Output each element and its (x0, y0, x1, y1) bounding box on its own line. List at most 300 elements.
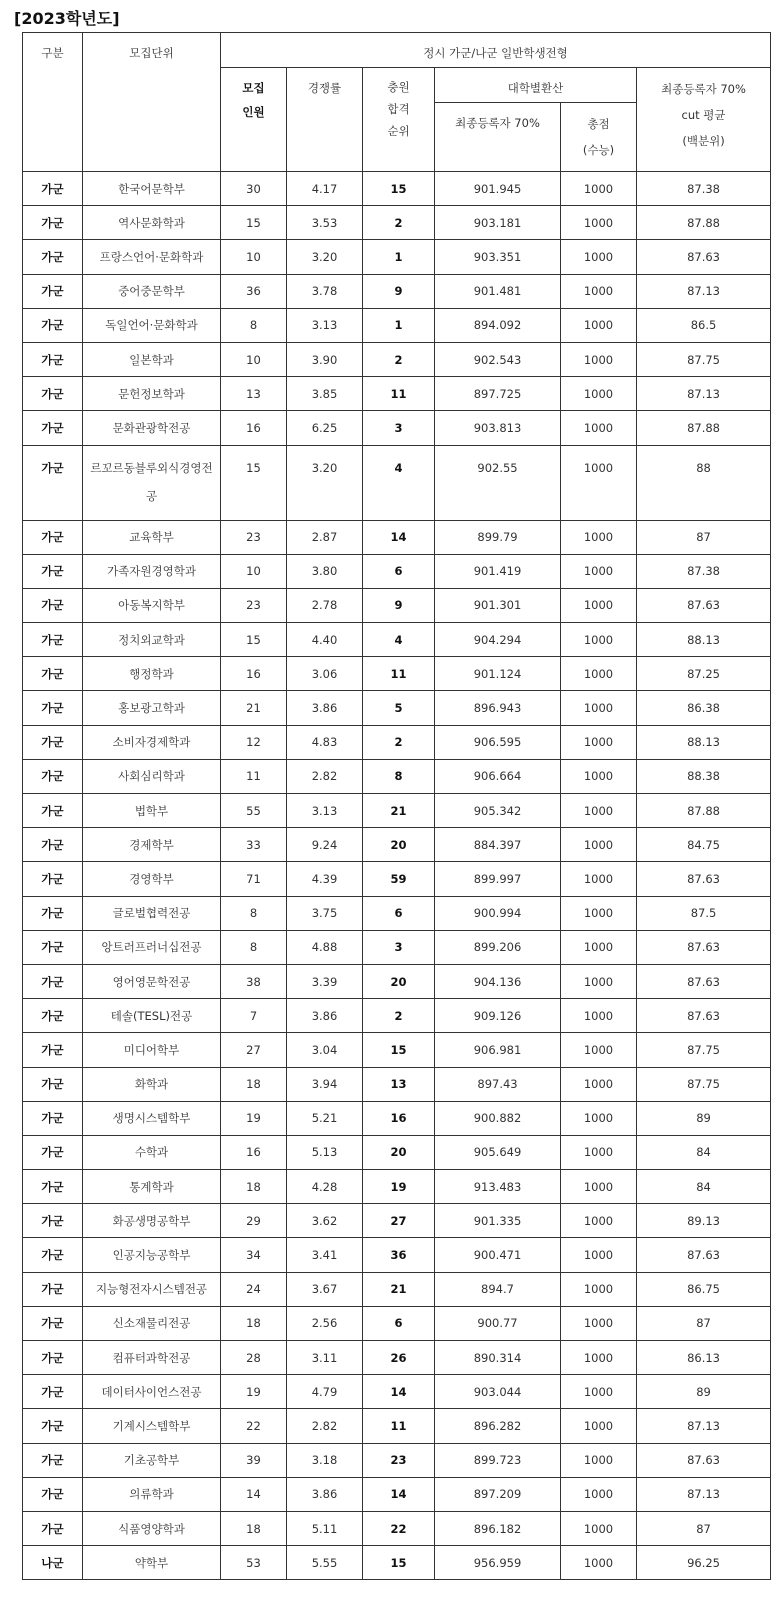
cell-cut: 87 (637, 1511, 771, 1545)
cell-total: 1000 (561, 896, 637, 930)
cell-unit: 생명시스템학부 (83, 1101, 221, 1135)
cell-cut: 84 (637, 1135, 771, 1169)
cell-rank: 4 (363, 445, 435, 520)
cell-rank: 14 (363, 1477, 435, 1511)
cell-rank: 27 (363, 1204, 435, 1238)
cell-cut: 87 (637, 1306, 771, 1340)
cell-unit: 앙트러프러너십전공 (83, 930, 221, 964)
cell-cut: 86.75 (637, 1272, 771, 1306)
cell-total: 1000 (561, 1306, 637, 1340)
cell-gun: 가군 (23, 1170, 83, 1204)
cell-recruit: 8 (221, 308, 287, 342)
cell-rank: 3 (363, 411, 435, 445)
table-row (23, 1135, 771, 1169)
cell-gun: 가군 (23, 930, 83, 964)
cell-final70: 901.481 (435, 274, 561, 308)
table-row (23, 1511, 771, 1545)
cell-recruit: 24 (221, 1272, 287, 1306)
header-unit: 모집단위 (83, 33, 221, 172)
table-row (23, 1443, 771, 1477)
cell-final70: 901.124 (435, 657, 561, 691)
cell-competition: 3.86 (287, 1477, 363, 1511)
cell-gun: 가군 (23, 862, 83, 896)
cell-unit: 테솔(TESL)전공 (83, 999, 221, 1033)
cell-cut: 89 (637, 1101, 771, 1135)
cell-rank: 11 (363, 1409, 435, 1443)
cell-competition: 3.39 (287, 964, 363, 998)
cell-total: 1000 (561, 206, 637, 240)
cell-competition: 9.24 (287, 828, 363, 862)
table-row (23, 445, 771, 520)
cell-cut: 87.63 (637, 999, 771, 1033)
cell-cut: 88.38 (637, 759, 771, 793)
cell-rank: 21 (363, 1272, 435, 1306)
header-final70: 최종등록자 70% (435, 103, 561, 172)
cell-cut: 87.5 (637, 896, 771, 930)
cell-unit: 역사문화학과 (83, 206, 221, 240)
cell-competition: 4.17 (287, 172, 363, 206)
cell-cut: 87.38 (637, 554, 771, 588)
cell-final70: 897.43 (435, 1067, 561, 1101)
cell-unit: 사회심리학과 (83, 759, 221, 793)
table-body (23, 172, 771, 1580)
cell-final70: 894.092 (435, 308, 561, 342)
cell-competition: 6.25 (287, 411, 363, 445)
cell-unit: 소비자경제학과 (83, 725, 221, 759)
cell-rank: 8 (363, 759, 435, 793)
cell-gun: 가군 (23, 588, 83, 622)
table-row (23, 206, 771, 240)
cell-cut: 87.63 (637, 964, 771, 998)
table-row (23, 240, 771, 274)
cell-total: 1000 (561, 1067, 637, 1101)
cell-final70: 899.79 (435, 520, 561, 554)
cell-final70: 896.943 (435, 691, 561, 725)
table-row (23, 691, 771, 725)
cell-gun: 가군 (23, 1511, 83, 1545)
cell-rank: 14 (363, 1375, 435, 1409)
cell-gun: 가군 (23, 623, 83, 657)
cell-total: 1000 (561, 1511, 637, 1545)
cell-final70: 956.959 (435, 1546, 561, 1580)
cell-final70: 905.342 (435, 794, 561, 828)
table-row (23, 828, 771, 862)
cell-competition: 4.40 (287, 623, 363, 657)
cell-rank: 15 (363, 1033, 435, 1067)
cell-recruit: 7 (221, 999, 287, 1033)
cell-gun: 가군 (23, 1272, 83, 1306)
cell-gun: 가군 (23, 1477, 83, 1511)
cell-unit: 아동복지학부 (83, 588, 221, 622)
cell-recruit: 15 (221, 445, 287, 520)
cell-recruit: 15 (221, 623, 287, 657)
cell-total: 1000 (561, 1033, 637, 1067)
cell-recruit: 23 (221, 588, 287, 622)
cell-recruit: 23 (221, 520, 287, 554)
cell-competition: 3.67 (287, 1272, 363, 1306)
cell-recruit: 12 (221, 725, 287, 759)
cell-final70: 900.994 (435, 896, 561, 930)
cell-unit: 글로벌협력전공 (83, 896, 221, 930)
cell-competition: 3.75 (287, 896, 363, 930)
cell-total: 1000 (561, 1204, 637, 1238)
cell-cut: 87.88 (637, 411, 771, 445)
cell-rank: 9 (363, 274, 435, 308)
cell-cut: 86.5 (637, 308, 771, 342)
table-row (23, 1170, 771, 1204)
cell-total: 1000 (561, 445, 637, 520)
table-row (23, 588, 771, 622)
cell-final70: 900.77 (435, 1306, 561, 1340)
cell-total: 1000 (561, 828, 637, 862)
cell-rank: 26 (363, 1341, 435, 1375)
cell-unit: 홍보광고학과 (83, 691, 221, 725)
cell-unit: 한국어문학부 (83, 172, 221, 206)
cell-rank: 1 (363, 308, 435, 342)
cell-gun: 가군 (23, 1204, 83, 1238)
header-cut: 최종등록자 70% cut 평균 (백분위) (637, 68, 771, 172)
cell-gun: 가군 (23, 759, 83, 793)
cell-rank: 5 (363, 691, 435, 725)
cell-recruit: 15 (221, 206, 287, 240)
cell-competition: 5.13 (287, 1135, 363, 1169)
cell-competition: 4.79 (287, 1375, 363, 1409)
table-row (23, 1341, 771, 1375)
cell-cut: 87.13 (637, 377, 771, 411)
cell-competition: 3.62 (287, 1204, 363, 1238)
cell-rank: 11 (363, 377, 435, 411)
cell-final70: 905.649 (435, 1135, 561, 1169)
cell-recruit: 8 (221, 896, 287, 930)
cell-gun: 가군 (23, 657, 83, 691)
cell-unit: 식품영양학과 (83, 1511, 221, 1545)
cell-final70: 896.182 (435, 1511, 561, 1545)
cell-unit: 행정학과 (83, 657, 221, 691)
cell-total: 1000 (561, 930, 637, 964)
cell-final70: 894.7 (435, 1272, 561, 1306)
cell-cut: 86.38 (637, 691, 771, 725)
cell-cut: 87 (637, 520, 771, 554)
cell-cut: 87.63 (637, 240, 771, 274)
cell-recruit: 18 (221, 1306, 287, 1340)
cell-recruit: 30 (221, 172, 287, 206)
table-row (23, 1477, 771, 1511)
cell-rank: 16 (363, 1101, 435, 1135)
cell-rank: 1 (363, 240, 435, 274)
cell-unit: 문헌정보학과 (83, 377, 221, 411)
cell-final70: 903.044 (435, 1375, 561, 1409)
cell-gun: 가군 (23, 445, 83, 520)
table-row (23, 520, 771, 554)
cell-competition: 3.13 (287, 308, 363, 342)
cell-final70: 902.543 (435, 342, 561, 376)
table-row (23, 999, 771, 1033)
cell-rank: 23 (363, 1443, 435, 1477)
cell-gun: 가군 (23, 377, 83, 411)
cell-recruit: 16 (221, 411, 287, 445)
cell-rank: 11 (363, 657, 435, 691)
cell-recruit: 18 (221, 1067, 287, 1101)
cell-rank: 4 (363, 623, 435, 657)
cell-recruit: 33 (221, 828, 287, 862)
cell-competition: 3.11 (287, 1341, 363, 1375)
cell-total: 1000 (561, 1546, 637, 1580)
cell-gun: 가군 (23, 1101, 83, 1135)
table-row (23, 862, 771, 896)
cell-unit: 지능형전자시스템전공 (83, 1272, 221, 1306)
table-row (23, 411, 771, 445)
cell-competition: 3.20 (287, 445, 363, 520)
cell-competition: 3.20 (287, 240, 363, 274)
cell-recruit: 14 (221, 1477, 287, 1511)
table-row (23, 964, 771, 998)
table-row (23, 172, 771, 206)
table-row (23, 308, 771, 342)
cell-rank: 13 (363, 1067, 435, 1101)
cell-total: 1000 (561, 342, 637, 376)
header-total: 총점 (수능) (561, 103, 637, 172)
cell-unit: 화공생명공학부 (83, 1204, 221, 1238)
cell-unit: 미디어학부 (83, 1033, 221, 1067)
cell-competition: 4.28 (287, 1170, 363, 1204)
cell-recruit: 16 (221, 1135, 287, 1169)
cell-cut: 87.63 (637, 1443, 771, 1477)
cell-final70: 913.483 (435, 1170, 561, 1204)
cell-recruit: 8 (221, 930, 287, 964)
cell-competition: 2.87 (287, 520, 363, 554)
cell-unit: 의류학과 (83, 1477, 221, 1511)
cell-gun: 가군 (23, 1306, 83, 1340)
cell-unit: 영어영문학전공 (83, 964, 221, 998)
cell-rank: 6 (363, 554, 435, 588)
cell-competition: 3.86 (287, 691, 363, 725)
cell-gun: 가군 (23, 554, 83, 588)
cell-recruit: 29 (221, 1204, 287, 1238)
cell-cut: 87.38 (637, 172, 771, 206)
cell-gun: 가군 (23, 1238, 83, 1272)
cell-total: 1000 (561, 377, 637, 411)
cell-rank: 2 (363, 342, 435, 376)
cell-cut: 87.75 (637, 342, 771, 376)
cell-final70: 903.181 (435, 206, 561, 240)
table-row (23, 1204, 771, 1238)
cell-final70: 890.314 (435, 1341, 561, 1375)
cell-final70: 906.595 (435, 725, 561, 759)
cell-rank: 6 (363, 1306, 435, 1340)
cell-unit: 가족자원경영학과 (83, 554, 221, 588)
table-row (23, 657, 771, 691)
cell-unit: 문화관광학전공 (83, 411, 221, 445)
cell-total: 1000 (561, 657, 637, 691)
cell-competition: 4.83 (287, 725, 363, 759)
header-recruit: 모집 인원 (221, 68, 287, 172)
cell-recruit: 34 (221, 1238, 287, 1272)
cell-unit: 기계시스템학부 (83, 1409, 221, 1443)
cell-total: 1000 (561, 1238, 637, 1272)
cell-final70: 906.981 (435, 1033, 561, 1067)
cell-total: 1000 (561, 1170, 637, 1204)
cell-gun: 가군 (23, 206, 83, 240)
cell-cut: 84 (637, 1170, 771, 1204)
cell-recruit: 55 (221, 794, 287, 828)
cell-recruit: 19 (221, 1375, 287, 1409)
table-row (23, 1238, 771, 1272)
cell-competition: 5.21 (287, 1101, 363, 1135)
cell-total: 1000 (561, 308, 637, 342)
cell-unit: 통계학과 (83, 1170, 221, 1204)
cell-total: 1000 (561, 1477, 637, 1511)
cell-rank: 2 (363, 206, 435, 240)
table-row (23, 554, 771, 588)
cell-recruit: 11 (221, 759, 287, 793)
cell-recruit: 39 (221, 1443, 287, 1477)
cell-rank: 15 (363, 172, 435, 206)
header-rank: 충원 합격 순위 (363, 68, 435, 172)
cell-unit: 신소재물리전공 (83, 1306, 221, 1340)
cell-final70: 903.351 (435, 240, 561, 274)
cell-recruit: 18 (221, 1170, 287, 1204)
header-univ-conv: 대학별환산 (435, 68, 637, 103)
cell-rank: 3 (363, 930, 435, 964)
cell-competition: 3.94 (287, 1067, 363, 1101)
admission-table (22, 32, 771, 1580)
cell-total: 1000 (561, 1443, 637, 1477)
cell-competition: 3.53 (287, 206, 363, 240)
cell-cut: 87.13 (637, 1477, 771, 1511)
cell-rank: 9 (363, 588, 435, 622)
cell-unit: 약학부 (83, 1546, 221, 1580)
cell-gun: 가군 (23, 964, 83, 998)
cell-unit: 교육학부 (83, 520, 221, 554)
cell-cut: 88.13 (637, 725, 771, 759)
cell-unit: 화학과 (83, 1067, 221, 1101)
cell-unit: 독일언어·문화학과 (83, 308, 221, 342)
cell-rank: 59 (363, 862, 435, 896)
cell-total: 1000 (561, 759, 637, 793)
cell-competition: 3.78 (287, 274, 363, 308)
cell-gun: 가군 (23, 1341, 83, 1375)
cell-final70: 906.664 (435, 759, 561, 793)
cell-recruit: 53 (221, 1546, 287, 1580)
cell-total: 1000 (561, 1341, 637, 1375)
cell-unit: 법학부 (83, 794, 221, 828)
cell-recruit: 10 (221, 240, 287, 274)
table-row (23, 1546, 771, 1580)
cell-recruit: 27 (221, 1033, 287, 1067)
cell-gun: 가군 (23, 794, 83, 828)
cell-cut: 87.25 (637, 657, 771, 691)
cell-unit: 기초공학부 (83, 1443, 221, 1477)
table-row (23, 1272, 771, 1306)
header-jeongsi: 정시 가군/나군 일반학생전형 (221, 33, 771, 68)
cell-unit: 경영학부 (83, 862, 221, 896)
cell-final70: 901.419 (435, 554, 561, 588)
cell-final70: 900.471 (435, 1238, 561, 1272)
cell-gun: 가군 (23, 1443, 83, 1477)
cell-rank: 6 (363, 896, 435, 930)
cell-total: 1000 (561, 1135, 637, 1169)
cell-cut: 87.63 (637, 930, 771, 964)
cell-recruit: 21 (221, 691, 287, 725)
cell-gun: 가군 (23, 172, 83, 206)
cell-gun: 가군 (23, 1067, 83, 1101)
cell-recruit: 13 (221, 377, 287, 411)
cell-total: 1000 (561, 274, 637, 308)
cell-cut: 87.13 (637, 274, 771, 308)
cell-competition: 3.90 (287, 342, 363, 376)
cell-competition: 2.78 (287, 588, 363, 622)
cell-cut: 87.63 (637, 588, 771, 622)
cell-total: 1000 (561, 554, 637, 588)
cell-rank: 20 (363, 964, 435, 998)
cell-total: 1000 (561, 172, 637, 206)
cell-cut: 87.88 (637, 794, 771, 828)
cell-total: 1000 (561, 1101, 637, 1135)
cell-recruit: 18 (221, 1511, 287, 1545)
table-row (23, 377, 771, 411)
cell-final70: 899.206 (435, 930, 561, 964)
cell-rank: 2 (363, 725, 435, 759)
table-row (23, 1033, 771, 1067)
cell-cut: 89.13 (637, 1204, 771, 1238)
cell-final70: 904.294 (435, 623, 561, 657)
cell-gun: 가군 (23, 520, 83, 554)
cell-unit: 중어중문학부 (83, 274, 221, 308)
cell-competition: 2.82 (287, 759, 363, 793)
cell-cut: 88.13 (637, 623, 771, 657)
cell-competition: 3.86 (287, 999, 363, 1033)
cell-competition: 3.13 (287, 794, 363, 828)
cell-final70: 902.55 (435, 445, 561, 520)
cell-total: 1000 (561, 623, 637, 657)
cell-cut: 88 (637, 445, 771, 520)
cell-gun: 가군 (23, 342, 83, 376)
cell-competition: 4.39 (287, 862, 363, 896)
cell-recruit: 19 (221, 1101, 287, 1135)
cell-gun: 가군 (23, 999, 83, 1033)
cell-recruit: 10 (221, 342, 287, 376)
cell-recruit: 22 (221, 1409, 287, 1443)
cell-cut: 86.13 (637, 1341, 771, 1375)
cell-final70: 884.397 (435, 828, 561, 862)
cell-total: 1000 (561, 1409, 637, 1443)
cell-cut: 87.88 (637, 206, 771, 240)
cell-final70: 900.882 (435, 1101, 561, 1135)
cell-unit: 정치외교학과 (83, 623, 221, 657)
cell-recruit: 38 (221, 964, 287, 998)
table-row (23, 896, 771, 930)
cell-total: 1000 (561, 520, 637, 554)
cell-final70: 903.813 (435, 411, 561, 445)
page-title: [2023학년도] (14, 9, 120, 28)
cell-recruit: 36 (221, 274, 287, 308)
table-row (23, 1306, 771, 1340)
header-competition: 경쟁률 (287, 68, 363, 172)
cell-competition: 3.06 (287, 657, 363, 691)
cell-cut: 96.25 (637, 1546, 771, 1580)
cell-cut: 89 (637, 1375, 771, 1409)
cell-gun: 가군 (23, 1409, 83, 1443)
cell-gun: 가군 (23, 1375, 83, 1409)
table-row (23, 342, 771, 376)
cell-unit: 인공지능공학부 (83, 1238, 221, 1272)
cell-competition: 5.55 (287, 1546, 363, 1580)
cell-rank: 20 (363, 1135, 435, 1169)
cell-cut: 87.75 (637, 1033, 771, 1067)
cell-total: 1000 (561, 240, 637, 274)
cell-total: 1000 (561, 862, 637, 896)
cell-gun: 가군 (23, 828, 83, 862)
